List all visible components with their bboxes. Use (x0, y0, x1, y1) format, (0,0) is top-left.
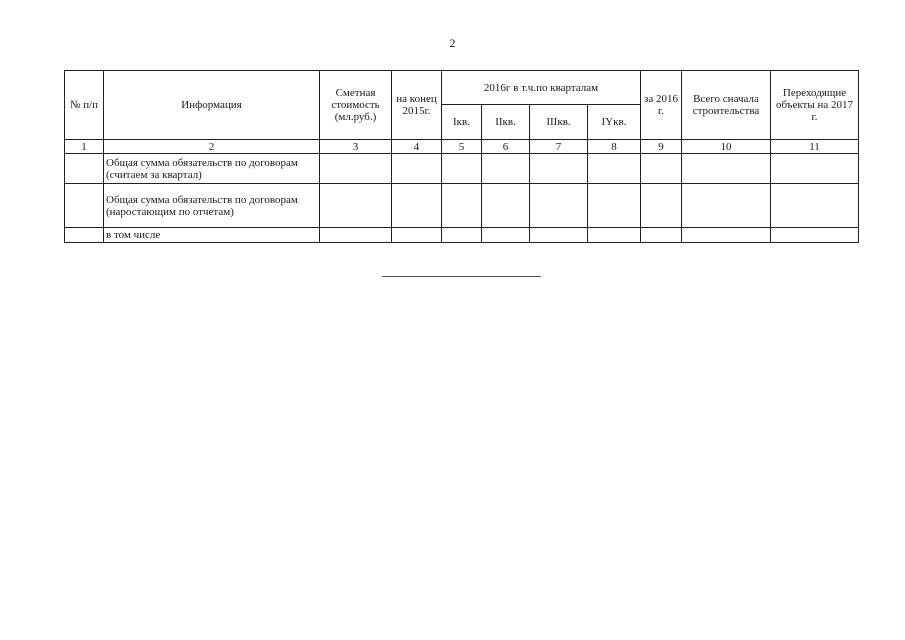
table-cell (482, 184, 530, 228)
header-q2: IIкв. (482, 105, 530, 140)
table-cell (682, 228, 771, 243)
table-cell (641, 184, 682, 228)
header-estimated-cost: Сметная стоимость (мл.руб.) (320, 71, 392, 140)
table-cell (65, 154, 104, 184)
table-cell (530, 184, 588, 228)
row-label: Общая сумма обязательств по договорам (наростающим по отчетам) (104, 184, 320, 228)
header-q4: IYкв. (588, 105, 641, 140)
table-cell (682, 184, 771, 228)
table-cell (392, 228, 442, 243)
table-cell (771, 184, 859, 228)
header-info: Информация (104, 71, 320, 140)
column-number: 2 (104, 140, 320, 154)
header-q3: IIIкв. (530, 105, 588, 140)
page-number: 2 (449, 36, 456, 50)
table-cell (392, 154, 442, 184)
table-cell (530, 154, 588, 184)
table-row (65, 154, 859, 184)
header-end-2015: на конец 2015г. (392, 71, 442, 140)
column-number: 4 (392, 140, 442, 154)
column-number-row (65, 140, 859, 154)
header-carryover: Переходящие объекты на 2017 г. (771, 71, 859, 140)
header-since-start: Всего сначала строительства (682, 71, 771, 140)
header-2016-quarters: 2016г в т.ч.по кварталам (442, 71, 641, 105)
table-cell (442, 184, 482, 228)
table-cell (588, 154, 641, 184)
header-num: № п/п (65, 71, 104, 140)
row-label: в том числе (104, 228, 320, 243)
table-row (65, 228, 859, 243)
table-cell (641, 154, 682, 184)
table-cell (530, 228, 588, 243)
table-cell (588, 228, 641, 243)
table-cell (771, 154, 859, 184)
column-number: 8 (588, 140, 641, 154)
table-cell (392, 184, 442, 228)
table-cell (65, 184, 104, 228)
table-cell (588, 184, 641, 228)
column-number: 6 (482, 140, 530, 154)
table-cell (320, 154, 392, 184)
column-number: 11 (771, 140, 859, 154)
column-number: 9 (641, 140, 682, 154)
table-cell (482, 228, 530, 243)
table-cell (641, 228, 682, 243)
table-cell (320, 184, 392, 228)
table-cell (442, 228, 482, 243)
report-table (64, 70, 859, 243)
table-cell (320, 228, 392, 243)
row-label: Общая сумма обязательств по договорам (считаем за квартал) (104, 154, 320, 184)
column-number: 3 (320, 140, 392, 154)
column-number: 10 (682, 140, 771, 154)
table-cell (65, 228, 104, 243)
table-row (65, 184, 859, 228)
header-for-2016: за 2016 г. (641, 71, 682, 140)
column-number: 7 (530, 140, 588, 154)
column-number: 5 (442, 140, 482, 154)
column-number: 1 (65, 140, 104, 154)
table-cell (771, 228, 859, 243)
header-q1: Iкв. (442, 105, 482, 140)
footer-divider (382, 276, 541, 277)
header-row-main (65, 71, 859, 105)
table-cell (682, 154, 771, 184)
table-cell (482, 154, 530, 184)
table-cell (442, 154, 482, 184)
